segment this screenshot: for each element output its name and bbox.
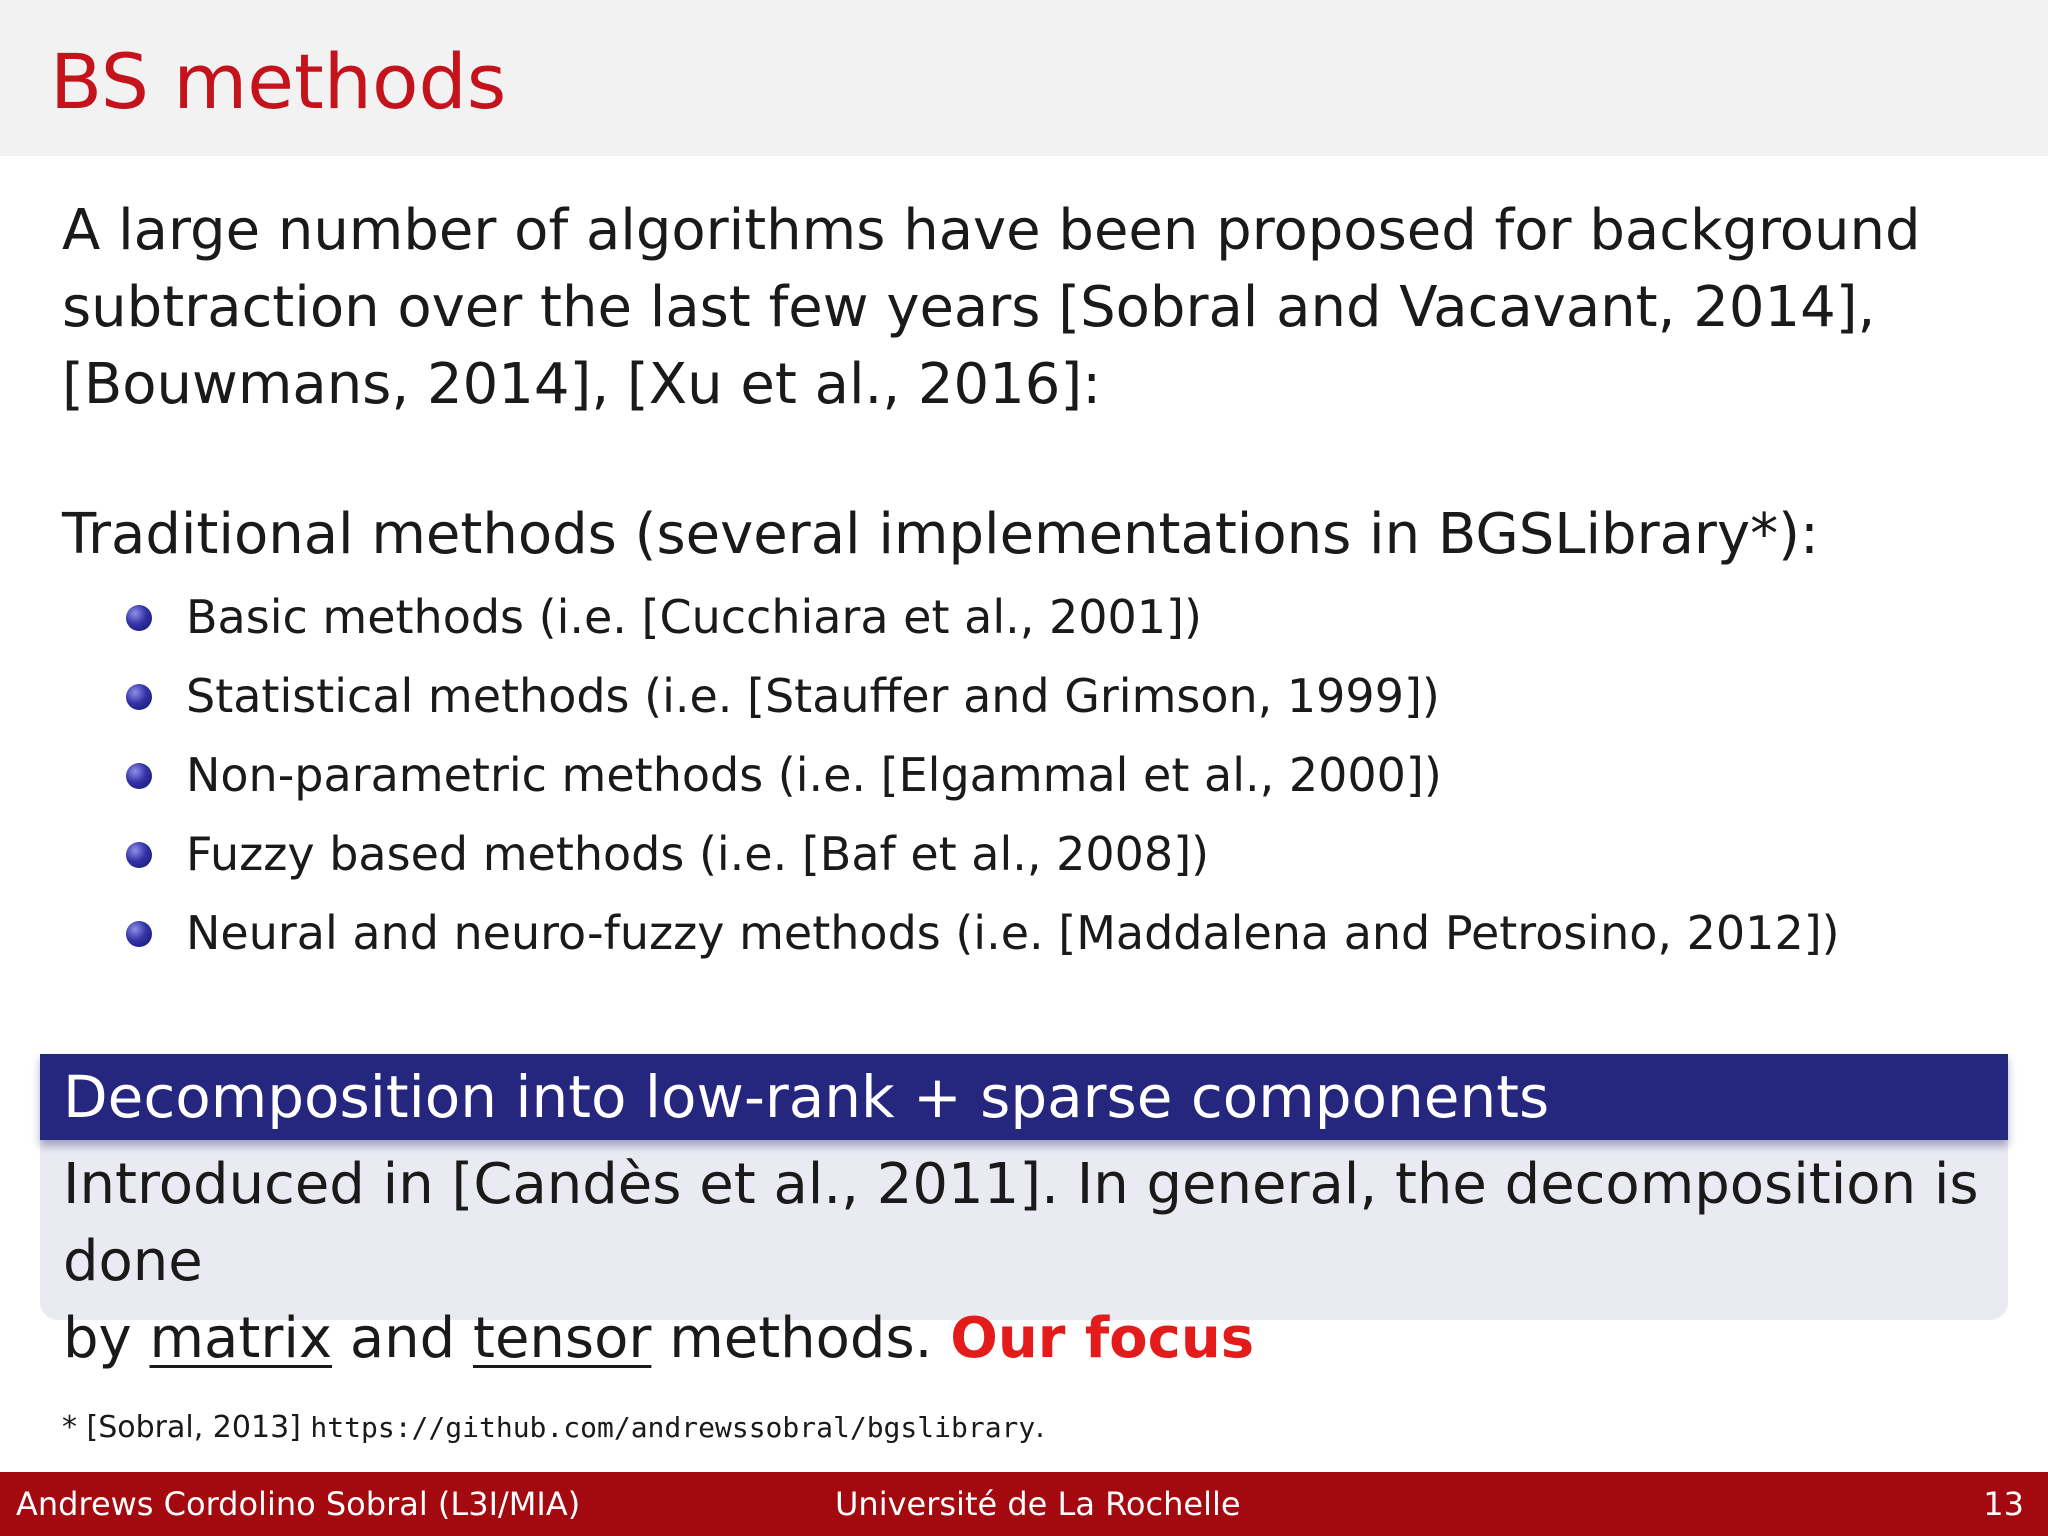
- list-item: [124, 894, 1840, 973]
- bullet-icon: [126, 605, 152, 631]
- block-text-and: and: [332, 1306, 474, 1371]
- list-item: [124, 578, 1840, 657]
- block-header: [40, 1054, 2008, 1140]
- intro-line-2: subtraction over the last few years [Sobral and Vacavant, 2014],: [62, 275, 1876, 340]
- intro-line-1: A large number of algorithms have been proposed for background: [62, 198, 1921, 263]
- traditional-methods-heading: Traditional methods (several implementations in BGSLibrary*):: [62, 502, 1819, 567]
- footnote-text: * [Sobral, 2013]: [62, 1410, 311, 1445]
- bullet-icon: [126, 921, 152, 947]
- method-label: Fuzzy based methods (i.e. [Baf et al., 2008]): [186, 827, 1210, 881]
- matrix-term: matrix: [149, 1306, 333, 1371]
- list-item: [124, 736, 1840, 815]
- footer-institution: Université de La Rochelle: [835, 1485, 1241, 1523]
- footnote-url[interactable]: https://github.com/andrewssobral/bgslibrary: [310, 1411, 1036, 1444]
- footer-author: Andrews Cordolino Sobral (L3I/MIA): [16, 1485, 581, 1523]
- page-number: 13: [1983, 1485, 2024, 1523]
- method-label: Neural and neuro-fuzzy methods (i.e. [Maddalena and Petrosino, 2012]): [186, 906, 1840, 960]
- our-focus-highlight: Our focus: [950, 1306, 1255, 1371]
- footnote: [62, 1410, 1045, 1445]
- title-bar: [0, 0, 2048, 156]
- footnote-end: .: [1035, 1410, 1045, 1445]
- method-label: Basic methods (i.e. [Cucchiara et al., 2001]): [186, 590, 1202, 644]
- block-body: [40, 1140, 2008, 1377]
- bullet-icon: [126, 842, 152, 868]
- method-label: Statistical methods (i.e. [Stauffer and Grimson, 1999]): [186, 669, 1440, 723]
- slide-title: BS methods: [50, 37, 507, 126]
- intro-line-3: [Bouwmans, 2014], [Xu et al., 2016]:: [62, 352, 1102, 417]
- intro-paragraph: [62, 192, 1962, 423]
- block-text-prefix: by: [63, 1306, 150, 1371]
- bullet-icon: [126, 684, 152, 710]
- block-title: Decomposition into low-rank + sparse components: [63, 1063, 1550, 1131]
- method-label: Non-parametric methods (i.e. [Elgammal et al., 2000]): [186, 748, 1442, 802]
- block-text-line-1: Introduced in [Candès et al., 2011]. In general, the decomposition is done: [63, 1152, 1979, 1294]
- methods-list: [124, 578, 1840, 973]
- list-item: [124, 815, 1840, 894]
- bullet-icon: [126, 763, 152, 789]
- block-text-suffix: methods.: [651, 1306, 951, 1371]
- tensor-term: tensor: [473, 1306, 652, 1371]
- decomposition-block: [40, 1054, 2008, 1371]
- footer-bar: [0, 1472, 2048, 1536]
- list-item: [124, 657, 1840, 736]
